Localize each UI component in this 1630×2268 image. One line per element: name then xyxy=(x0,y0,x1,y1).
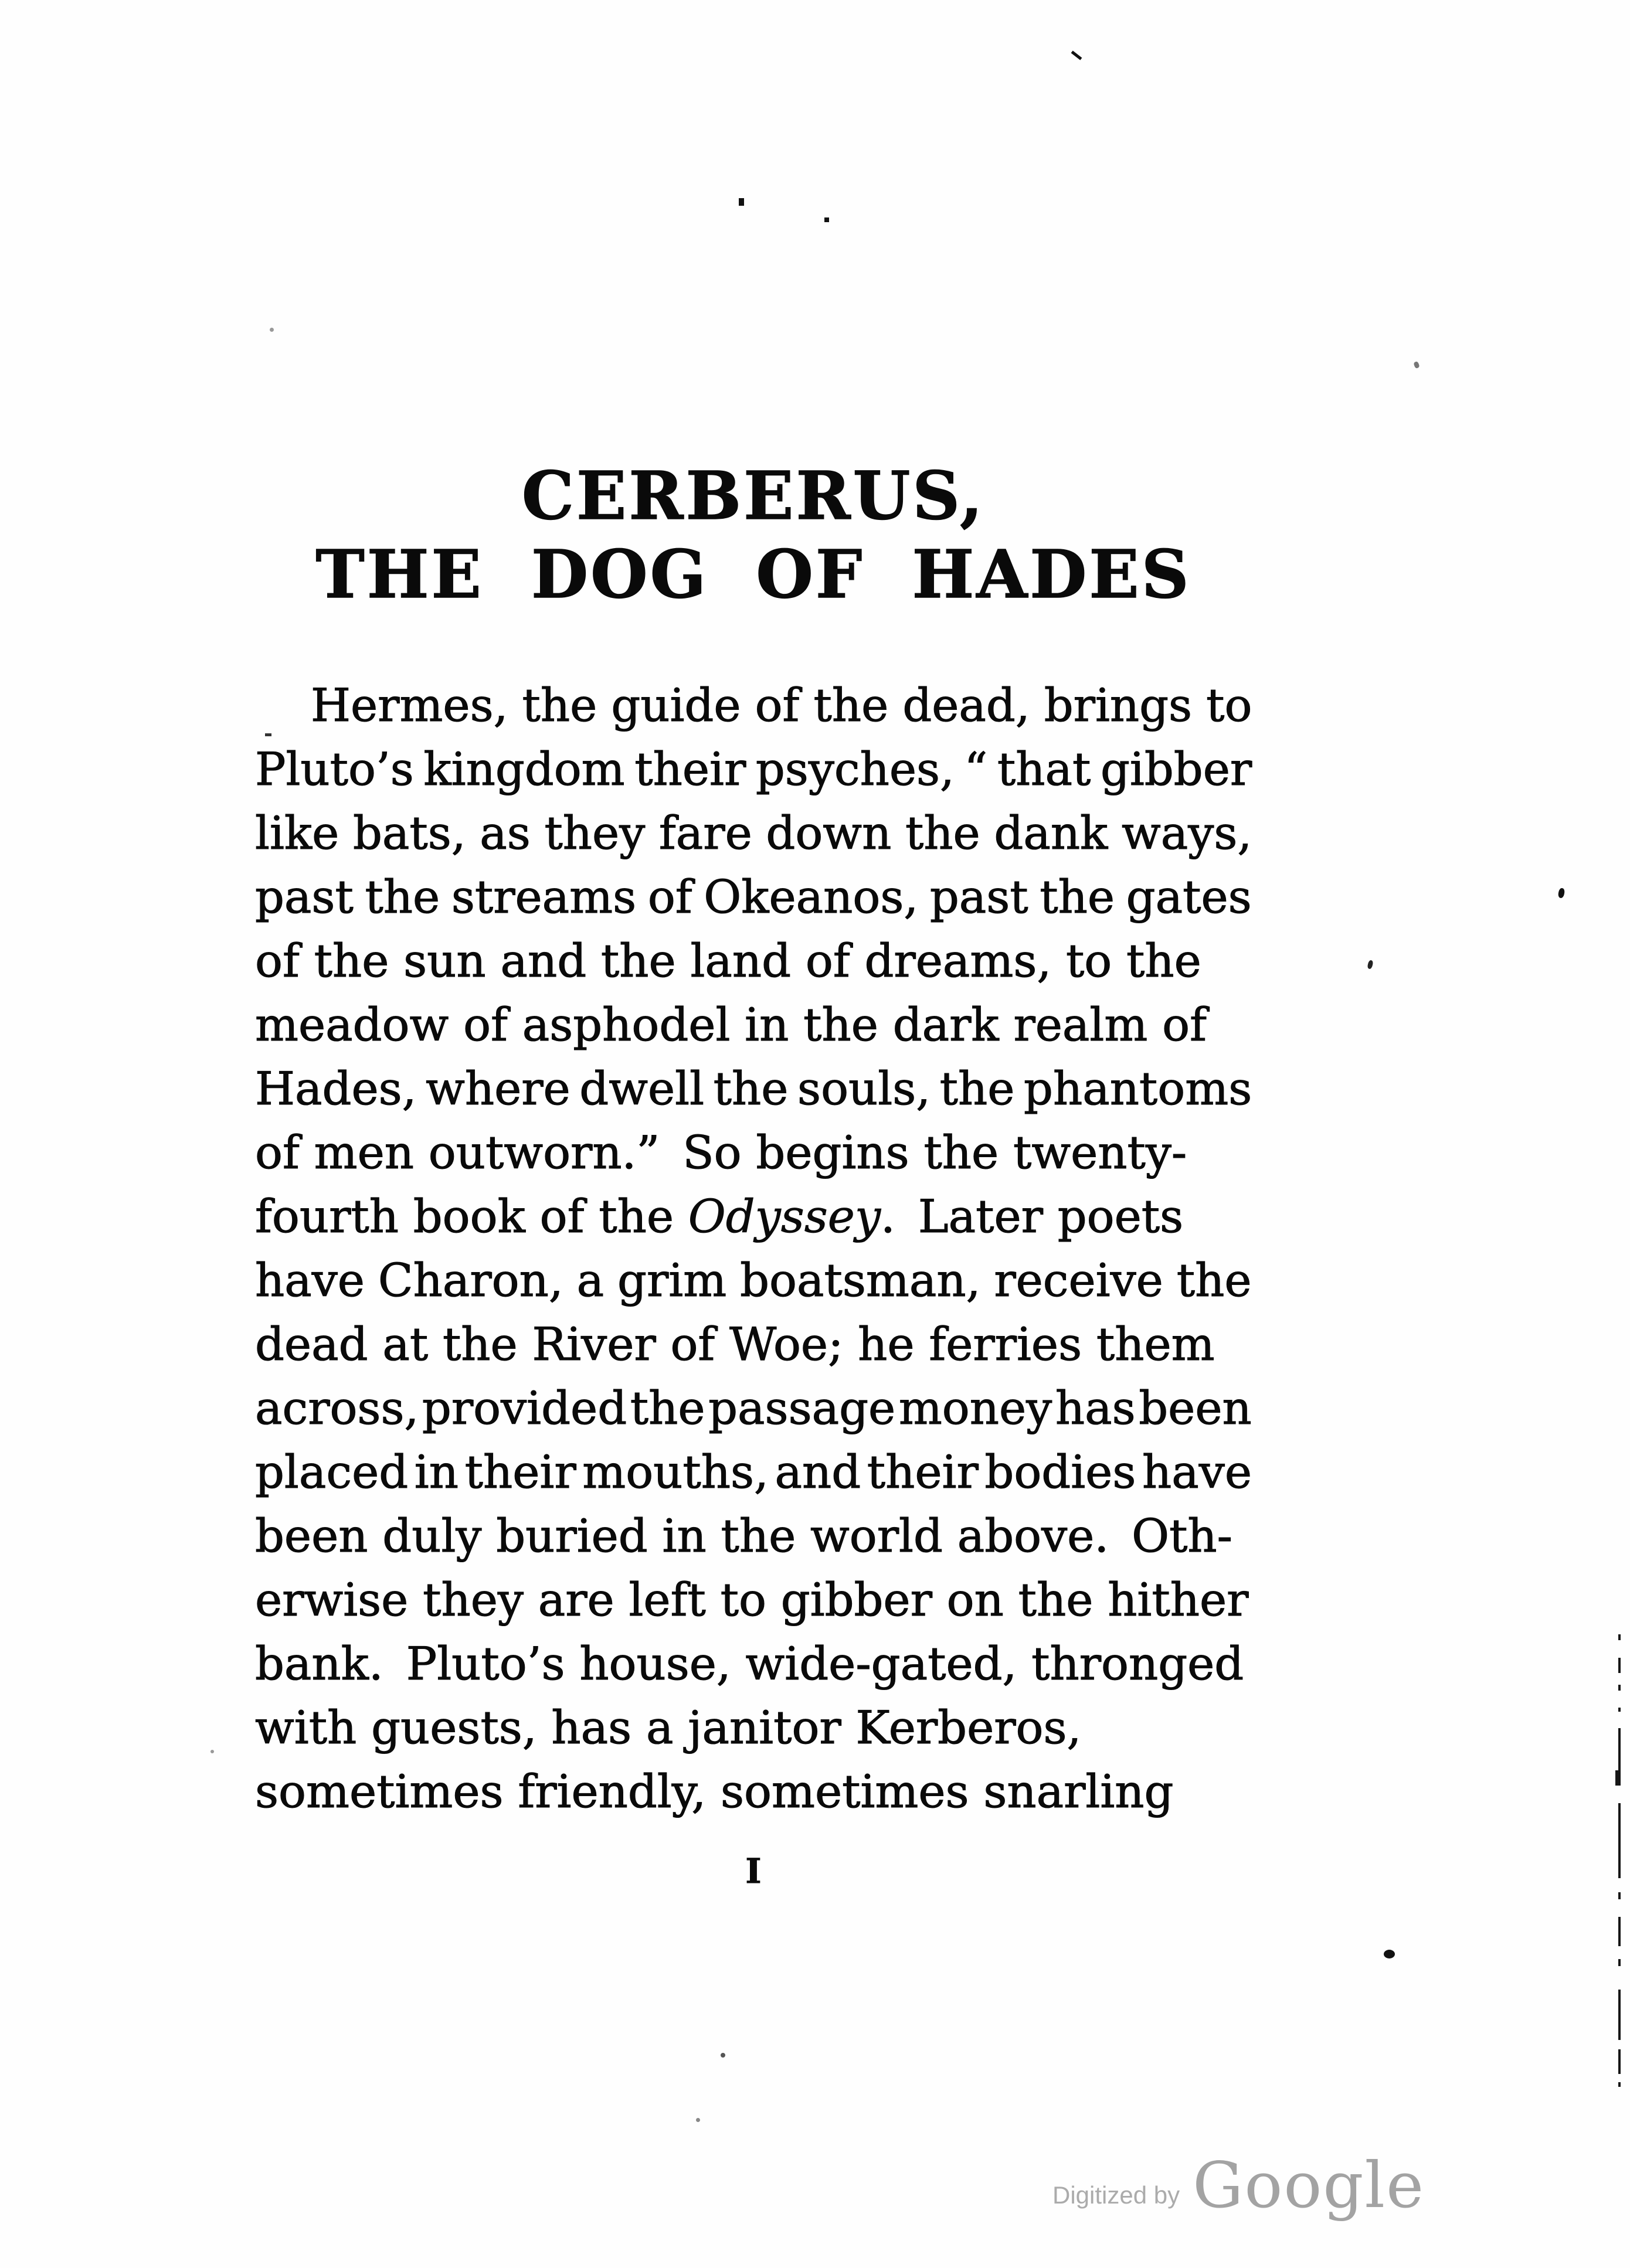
page-edge-line-segment xyxy=(1618,1708,1621,1712)
text-line xyxy=(255,1058,1252,1121)
text-line xyxy=(255,1441,1252,1505)
text-segment: with guests, has a janitor Kerberos, xyxy=(255,1702,1082,1754)
page-edge-line-segment xyxy=(1618,1990,1621,2040)
text-segment: erwise they are left to gibber on the hither xyxy=(255,1574,1249,1627)
page-edge-line-segment xyxy=(1618,1658,1621,1673)
text-line xyxy=(255,1185,1252,1249)
watermark xyxy=(1052,2145,1425,2222)
scan-speck xyxy=(739,198,744,206)
text-line xyxy=(255,1377,1252,1441)
watermark-prefix-label: Digitized by xyxy=(1052,2181,1180,2209)
title-line-1: CERBERUS, xyxy=(521,458,986,535)
text-segment: Hermes, the guide of the dead, brings to xyxy=(311,679,1252,732)
page-edge-line-segment xyxy=(1618,1685,1621,1691)
scan-apostrophe-mark xyxy=(1367,960,1373,969)
page-edge-line-segment xyxy=(1618,1803,1621,1878)
page-edge-line-segment xyxy=(1618,2082,1621,2087)
text-segment: of the sun and the land of dreams, to the xyxy=(255,935,1201,988)
text-segment: Pluto’s kingdom their psyches, “ that gibber xyxy=(255,743,1252,796)
text-line xyxy=(255,1249,1252,1313)
text-segment: been duly buried in the world above. Oth- xyxy=(255,1510,1233,1563)
text-line xyxy=(255,1313,1252,1377)
page-edge-line-segment xyxy=(1618,1917,1621,1946)
text-line xyxy=(255,1505,1252,1569)
page-edge-line-segment xyxy=(1618,1892,1621,1899)
text-segment: past the streams of Okeanos, past the gates xyxy=(255,871,1252,924)
page-edge-line-segment xyxy=(1618,1959,1621,1966)
italic-text: Odyssey xyxy=(688,1191,881,1243)
scan-ink-dot xyxy=(1384,1950,1395,1958)
text-segment: bank. Pluto’s house, wide-gated, thronged xyxy=(255,1638,1244,1691)
text-segment: placed in their mouths, and their bodies have xyxy=(255,1446,1252,1499)
page-title xyxy=(255,457,1252,614)
text-line xyxy=(255,1696,1252,1760)
scan-tick-mark xyxy=(1071,50,1082,60)
body-paragraph xyxy=(255,674,1252,1824)
scan-speck xyxy=(270,328,274,332)
text-segment: sometimes friendly, sometimes snarling xyxy=(255,1766,1174,1818)
text-segment: dead at the River of Woe; he ferries them xyxy=(255,1318,1215,1371)
page-edge-line-segment xyxy=(1618,1634,1621,1640)
text-line xyxy=(255,738,1252,802)
title-line-2: THE DOG OF HADES xyxy=(315,536,1191,613)
text-line xyxy=(255,1121,1252,1185)
text-line xyxy=(255,930,1252,994)
text-segment: of men outworn.” So begins the twenty- xyxy=(255,1127,1187,1179)
page-edge-line-segment xyxy=(1615,1770,1621,1786)
scan-speck xyxy=(265,733,271,736)
text-line xyxy=(255,1760,1252,1824)
scan-speck xyxy=(696,2118,700,2122)
text-segment: across, provided the passage money has been xyxy=(255,1382,1252,1435)
page-edge-line-segment xyxy=(1618,2049,1621,2074)
text-segment: Hades, where dwell the souls, the phantoms xyxy=(255,1063,1252,1116)
text-segment: have Charon, a grim boatsman, receive the xyxy=(255,1254,1252,1307)
scan-speck xyxy=(721,2053,725,2058)
text-segment: fourth book of the xyxy=(255,1191,688,1243)
text-line xyxy=(255,1633,1252,1696)
text-line xyxy=(255,866,1252,930)
text-line xyxy=(255,674,1252,738)
text-segment: like bats, as they fare down the dank ways, xyxy=(255,807,1252,860)
page-number: I xyxy=(745,1851,762,1891)
text-line xyxy=(255,994,1252,1058)
scan-speck xyxy=(824,217,829,222)
google-logo-text: Google xyxy=(1193,2149,1425,2222)
scan-speck xyxy=(210,1750,214,1753)
text-segment: . Later poets xyxy=(881,1191,1184,1243)
text-segment: meadow of asphodel in the dark realm of xyxy=(255,999,1207,1052)
scan-apostrophe-mark xyxy=(1558,888,1566,898)
text-line xyxy=(255,1569,1252,1633)
scan-speck xyxy=(1413,361,1420,369)
text-line xyxy=(255,802,1252,866)
